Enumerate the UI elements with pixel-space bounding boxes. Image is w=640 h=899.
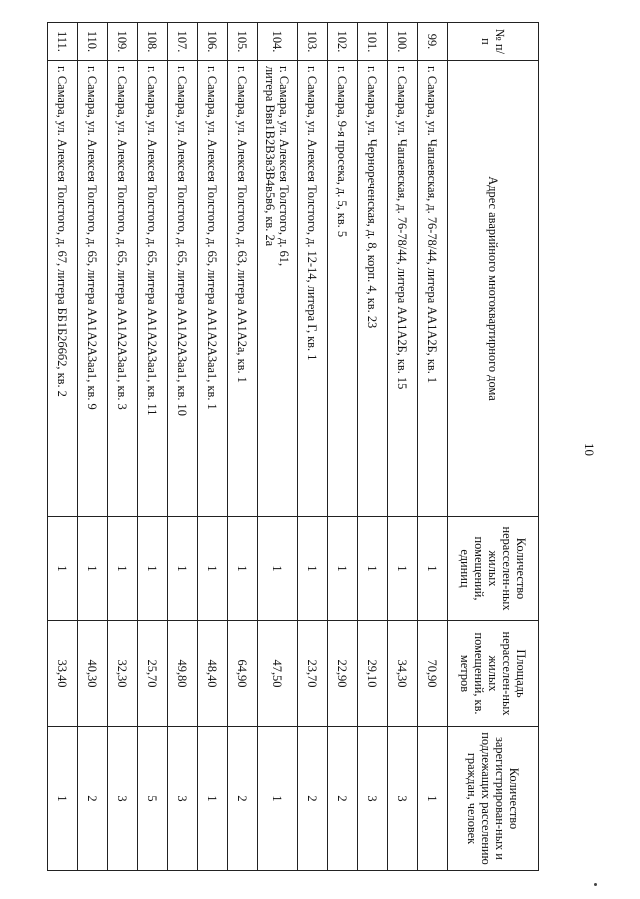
table-row — [358, 23, 388, 871]
row-count: 1 — [138, 517, 168, 621]
row-count: 1 — [198, 517, 228, 621]
row-area: 47,50 — [258, 621, 298, 727]
row-count: 1 — [388, 517, 418, 621]
row-num: 105. — [228, 23, 258, 61]
row-num: 107. — [168, 23, 198, 61]
row-num: 109. — [108, 23, 138, 61]
table-row — [258, 23, 298, 871]
row-count: 1 — [228, 517, 258, 621]
table-row — [78, 23, 108, 871]
row-people: 1 — [418, 727, 448, 871]
header-area: Площадь нерасселен-ных жилых помещений, кв. метров — [448, 621, 539, 727]
row-area: 48,40 — [198, 621, 228, 727]
row-area: 70,90 — [418, 621, 448, 727]
row-area: 64,90 — [228, 621, 258, 727]
row-num: 102. — [328, 23, 358, 61]
table-row — [168, 23, 198, 871]
header-address: Адрес аварийного многоквартирного дома — [448, 61, 539, 517]
row-area: 22,90 — [328, 621, 358, 727]
row-area: 23,70 — [298, 621, 328, 727]
row-num: 103. — [298, 23, 328, 61]
row-address: г. Самара, ул. Чапаевская, д. 76-78/44, литера АА1А2Б, кв. 15 — [388, 61, 418, 517]
row-address-line-2: литера Ввв1В2В3в3В4в5в6, кв. 2а — [263, 66, 278, 247]
row-people: 3 — [358, 727, 388, 871]
row-address: г. Самара, ул. Алексея Толстого, д. 65, литера АА1А2А3аа1, кв. 10 — [168, 61, 198, 517]
row-address: г. Самара, ул. Алексея Толстого, д. 65, литера АА1А2А3аа1, кв. 11 — [138, 61, 168, 517]
scan-speck — [594, 883, 597, 886]
header-num: № п/п — [448, 23, 539, 61]
header-count: Количество нерасселен-ных жилых помещений, единиц — [448, 517, 539, 621]
row-address: г. Самара, ул. Алексея Толстого, д. 65, литера АА1А2А3аа1, кв. 1 — [198, 61, 228, 517]
table-row — [48, 23, 78, 871]
row-address: г. Самара, 9-я просека, д. 5, кв. 5 — [328, 61, 358, 517]
row-area: 34,30 — [388, 621, 418, 727]
row-people: 1 — [48, 727, 78, 871]
row-num: 106. — [198, 23, 228, 61]
table-row — [228, 23, 258, 871]
row-num: 100. — [388, 23, 418, 61]
row-count: 1 — [168, 517, 198, 621]
table-row — [138, 23, 168, 871]
row-address: г. Самара, ул. Чернореченская, д. 8, корп. 4, кв. 23 — [358, 61, 388, 517]
row-address: г. Самара, ул. Алексея Толстого, д. 65, литера АА1А2А3аа1, кв. 9 — [78, 61, 108, 517]
table-row — [328, 23, 358, 871]
row-address-line-1: г. Самара, ул. Алексея Толстого, д. 61, — [277, 66, 292, 267]
row-area: 32,30 — [108, 621, 138, 727]
row-num: 111. — [48, 23, 78, 61]
row-num: 110. — [78, 23, 108, 61]
row-count: 1 — [258, 517, 298, 621]
emergency-housing-table — [47, 22, 539, 871]
row-people: 3 — [108, 727, 138, 871]
row-people: 1 — [198, 727, 228, 871]
row-num: 101. — [358, 23, 388, 61]
row-address — [258, 61, 298, 517]
row-people: 2 — [228, 727, 258, 871]
row-area: 40,30 — [78, 621, 108, 727]
table-row — [298, 23, 328, 871]
row-count: 1 — [418, 517, 448, 621]
row-count: 1 — [108, 517, 138, 621]
row-address: г. Самара, ул. Алексея Толстого, д. 12-14, литера Г, кв. 1 — [298, 61, 328, 517]
table-header-row — [448, 23, 539, 871]
row-count: 1 — [298, 517, 328, 621]
row-num: 104. — [258, 23, 298, 61]
row-num: 108. — [138, 23, 168, 61]
page-number: 10 — [582, 443, 597, 456]
row-people: 5 — [138, 727, 168, 871]
header-people: Количество зарегистрирован-ных и подлежащих расселению граждан, человек — [448, 727, 539, 871]
row-area: 49,80 — [168, 621, 198, 727]
row-address: г. Самара, ул. Чапаевская, д. 76-78/44, литера АА1А2Б, кв. 1 — [418, 61, 448, 517]
table-row — [388, 23, 418, 871]
rotated-table-container — [55, 22, 539, 870]
row-people: 3 — [388, 727, 418, 871]
row-address: г. Самара, ул. Алексея Толстого, д. 65, литера АА1А2А3аа1, кв. 3 — [108, 61, 138, 517]
row-count: 1 — [328, 517, 358, 621]
row-count: 1 — [48, 517, 78, 621]
row-area: 25,70 — [138, 621, 168, 727]
row-people: 2 — [328, 727, 358, 871]
table-row — [198, 23, 228, 871]
row-num: 99. — [418, 23, 448, 61]
row-people: 1 — [258, 727, 298, 871]
row-people: 3 — [168, 727, 198, 871]
row-area: 29,10 — [358, 621, 388, 727]
table-row — [108, 23, 138, 871]
row-count: 1 — [78, 517, 108, 621]
row-count: 1 — [358, 517, 388, 621]
row-people: 2 — [298, 727, 328, 871]
table-row — [418, 23, 448, 871]
row-address: г. Самара, ул. Алексея Толстого, д. 67, литера ББ1Б2б6б2, кв. 2 — [48, 61, 78, 517]
row-address: г. Самара, ул. Алексея Толстого, д. 63, литера АА1А2а, кв. 1 — [228, 61, 258, 517]
row-area: 33,40 — [48, 621, 78, 727]
row-people: 2 — [78, 727, 108, 871]
